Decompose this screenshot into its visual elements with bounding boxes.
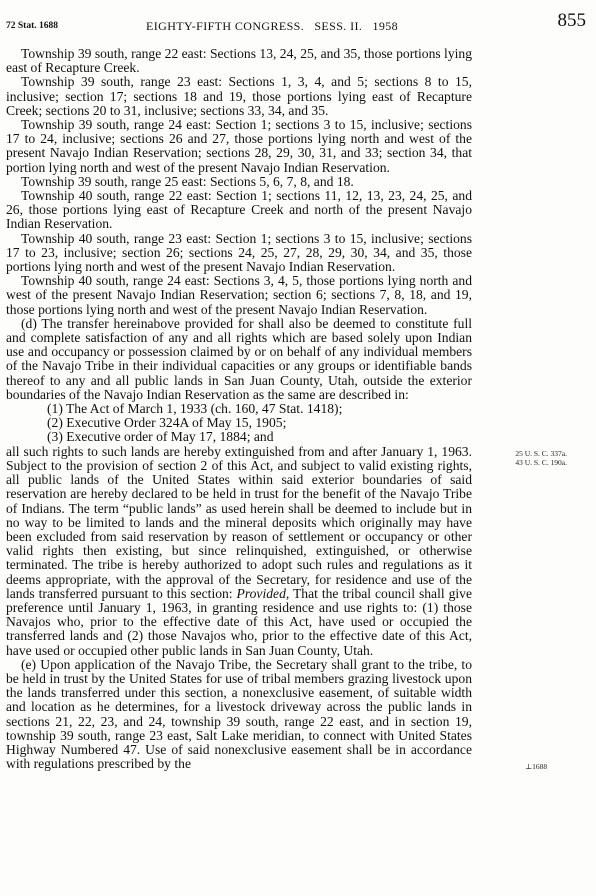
citation-note: 43 U. S. C. 190a. [515, 458, 567, 467]
list-item: (3) Executive order of May 17, 1884; and [47, 429, 274, 445]
subsection-e: (e) Upon application of the Navajo Tribe, the Secretary shall grant to the tribe, to be held in trust by the United States for use of tribal members grazing livestock upon the lands transferred under this section, a nonexclusive easement, of suitable width and location as he determines, for a livestock driveway across the public lands in sections 21, 22, 23, and 24, township 39 south, range 22 east, and in section 19, township 39 south, range 23 east, Salt Lake meridian, to connect with United States Highway Numbered 47. Use of said nonexclusive easement shall be in accordance with regulations prescribed by the [6, 656, 472, 772]
stat-marker-text: 1688 [532, 762, 548, 771]
page-number: 855 [557, 10, 586, 31]
stat-reference: 72 Stat. 1688 [6, 21, 58, 31]
township-paragraph: Township 40 south, range 24 east: Sections 3, 4, 5, those portions lying north and west of the present Navajo Indian Reservation; section 6; sections 7, 8, 18, and 19, those portions lying north and west of the present Navajo Indian Reservation. [6, 273, 472, 317]
proviso-word: Provided, [236, 585, 290, 601]
township-paragraph: Township 39 south, range 24 east: Section 1; sections 3 to 15, inclusive; sections 17 to 24, inclusive; sections 26 and 27, those portions lying north and west of the present Navajo Indian Reservation; sections 28, 29, 30, 31, and 33; section 34, that portion lying north and west of the present Navajo Indian Reservation. [6, 117, 472, 175]
list-item: (2) Executive Order 324A of May 15, 1905; [47, 415, 287, 431]
statute-body [6, 47, 472, 771]
stat-marker-icon: ⊥ [525, 762, 533, 771]
margin-citations [477, 449, 567, 467]
citation-note: 25 U. S. C. 337a. [515, 449, 567, 458]
township-paragraph: Township 39 south, range 22 east: Sections 13, 24, 25, and 35, those portions lying east of Recapture Creek. [6, 46, 473, 76]
subsection-d-continuation [6, 445, 472, 658]
stat-page-marker [525, 762, 547, 771]
list-item: (1) The Act of March 1, 1933 (ch. 160, 47 Stat. 1418); [47, 401, 343, 417]
running-head: EIGHTY-FIFTH CONGRESS. SESS. II. 1958 [146, 19, 399, 33]
continuation-text: all such rights to such lands are hereby extinguished from and after January 1, 1963. Subject to the provision of section 2 of this Act, and subject to valid existing rights, all public lands of the United States within said exterior boundaries of said reservation are hereby declared to be held in trust for the benefit of the Navajo Tribe of Indians. The term “public lands” as used herein shall be deemed to include but in no way to be limited to lands and the mineral deposits which originally may have been excluded from said reservation by reason of settlement or occupancy or other valid rights then existing, but since relinquished, extinguished, or otherwise terminated. The tribe is hereby authorized to adopt such rules and regulations as it deems appropriate, with the approval of the Secretary, for residence and use of the lands transferred pursuant to this section: [6, 443, 472, 601]
township-paragraph: Township 40 south, range 22 east: Section 1; sections 11, 12, 13, 23, 24, 25, and 26, those portions lying east of Recapture Creek and north of the present Navajo Indian Reservation. [6, 188, 472, 232]
page-header [6, 8, 586, 38]
proviso-text: That the tribal council shall give preference until January 1, 1963, in granting residence and use rights to: (1) those Navajos who, prior to the effective date of this Act, have used or occupied the transferred lands and (2) those Navajos who, prior to the effective date of this Act, have used or occupied other public lands in San Juan County, Utah. [6, 585, 472, 658]
township-paragraph: Township 39 south, range 23 east: Sections 1, 3, 4, and 5; sections 8 to 15, inclusive; section 17; sections 18 and 19, those portions lying east of Recapture Creek; sections 20 to 31, inclusive; sections 33, 34, and 35. [6, 74, 472, 118]
township-paragraph: Township 40 south, range 23 east: Section 1; sections 3 to 15, inclusive; sections 17 to 23, inclusive; section 26; sections 24, 25, 27, 28, 29, 30, 34, and 35, those portions lying north and west of the present Navajo Indian Reservation. [6, 230, 472, 275]
township-paragraph: Township 39 south, range 25 east: Sections 5, 6, 7, 8, and 18. [21, 173, 354, 189]
subsection-d: (d) The transfer hereinabove provided for shall also be deemed to constitute full and complete satisfaction of any and all rights which are based solely upon Indian use and occupancy or possession claimed by or on behalf of any individual members of the Navajo Tribe in their individual capacities or any groups or identifiable bands thereof to any and all public lands in San Juan County, Utah, outside the exterior boundaries of the Navajo Indian Reservation as the same are described in: [6, 315, 472, 402]
